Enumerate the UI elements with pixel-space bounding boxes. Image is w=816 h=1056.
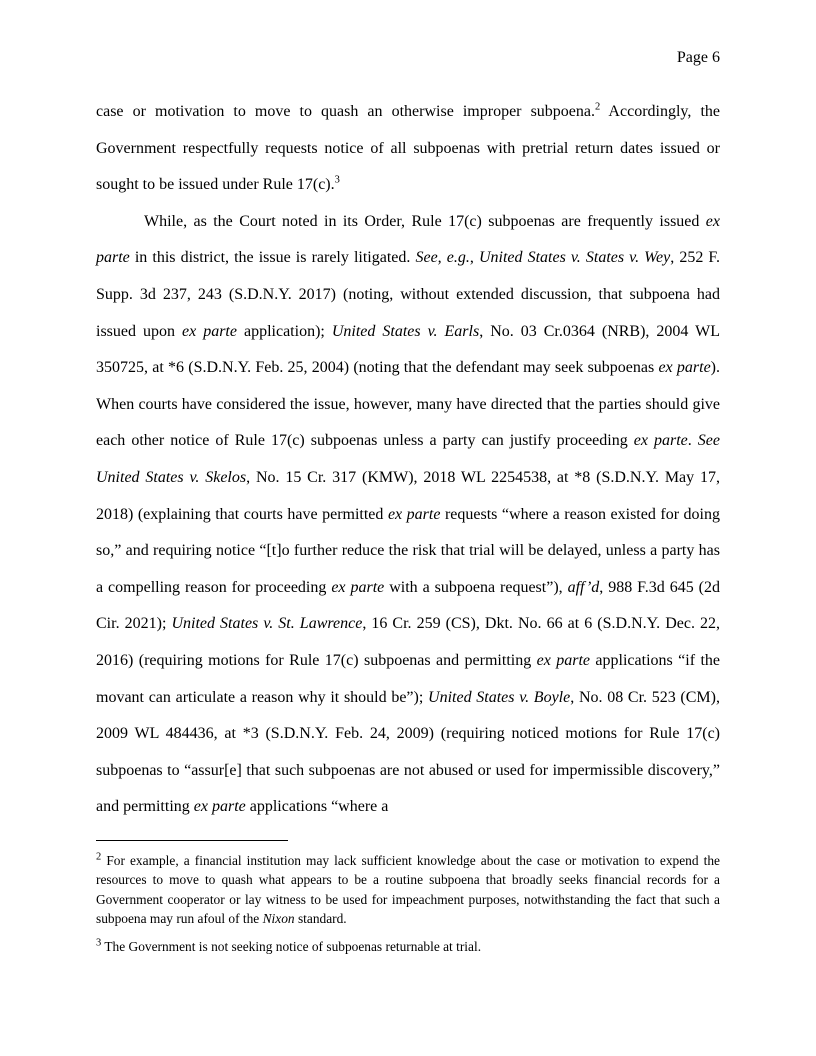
page-number: Page 6 (676, 49, 720, 66)
footnote: $^3$ The Government is not seeking notice of subpoenas returnable at trial. (96, 937, 482, 954)
footnote-list (96, 851, 720, 956)
body-text (96, 94, 720, 826)
footnote-separator (96, 840, 288, 841)
body-paragraph: case or motivation to move to quash an otherwise improper subpoena.$^2$ Accordingly, the Government respectfully requests notice of all subpoenas with pretrial return dates issued or sought to be issued under Rule 17(c).$^3$ (96, 101, 720, 194)
body-paragraph: While, as the Court noted in its Order, Rule 17(c) subpoenas are frequently issued ex parte in this district, the issue is rarely litigated. See, e.g., United States v. States v. Wey, 252 F. Supp. 3d 237, 243 (S.D.N.Y. 2017) (noting, without extended discussion, that subpoena had issued upon ex parte application); United States v. Earls, No. 03 Cr.0364 (NRB), 2004 WL 350725, at *6 (S.D.N.Y. Feb. 25, 2004) (noting that the defendant may seek subpoenas ex parte). When courts have considered the issue, however, many have directed that the parties should give each other notice of Rule 17(c) subpoenas unless a party can justify proceeding ex parte. See United States v. Skelos, No. 15 Cr. 317 (KMW), 2018 WL 2254538, at *8 (S.D.N.Y. May 17, 2018) (explaining that courts have permitted ex parte requests “where a reason existed for doing so,” and requiring notice “[t]o further reduce the risk that trial will be delayed, unless a party has a compelling reason for proceeding ex parte with a subpoena request”), aff’d, 988 F.3d 645 (2d Cir. 2021); United States v. St. Lawrence, 16 Cr. 259 (CS), Dkt. No. 66 at 6 (S.D.N.Y. Dec. 22, 2016) (requiring motions for Rule 17(c) subpoenas and permitting ex parte applications “if the movant can articulate a reason why it should be”); United States v. Boyle, No. 08 Cr. 523 (CM), 2009 WL 484436, at *3 (S.D.N.Y. Feb. 24, 2009) (requiring noticed motions for Rule 17(c) subpoenas to “assur[e] that such subpoenas are not abused or used for impermissible discovery,” and permitting ex parte applications “where a (96, 212, 721, 816)
footnote: $^2$ For example, a financial institution may lack sufficient knowledge about the case or motivation to expend the resources to move to quash what appears to be a routine subpoena that broadly seeks financial records for a Government cooperator or lay witness to be used for impeachment purposes, notwithstanding the fact that such a subpoena may run afoul of the Nixon standard. (96, 851, 720, 927)
footnotes-section (96, 840, 720, 956)
